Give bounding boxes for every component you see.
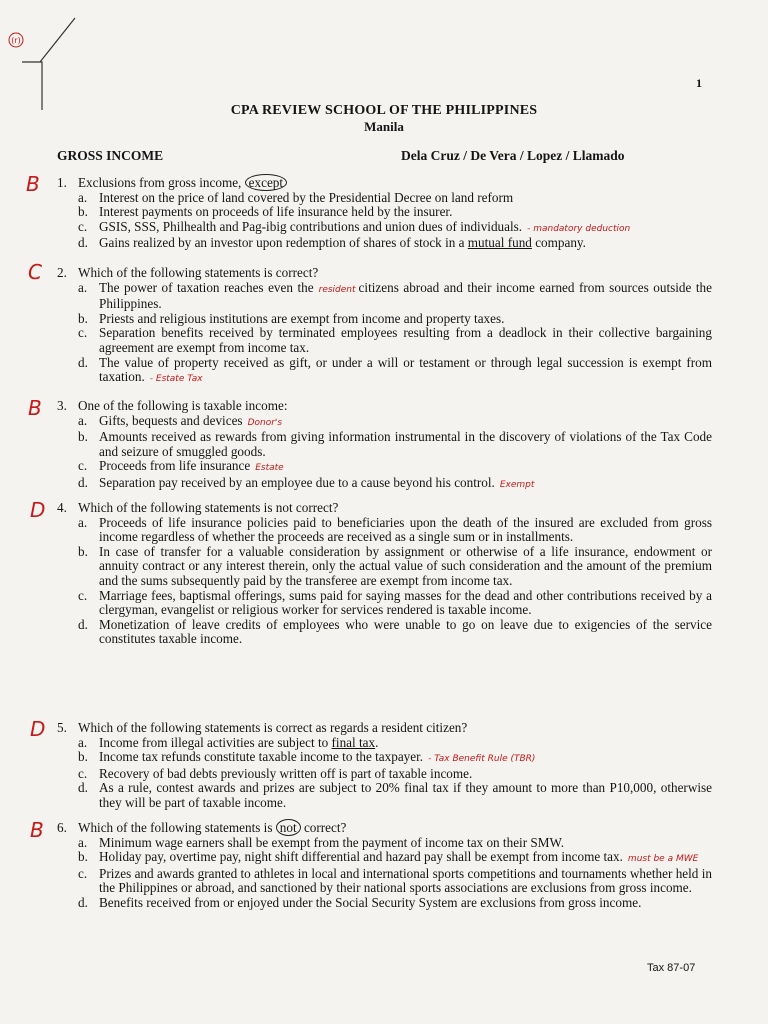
choice-letter: d. <box>78 235 88 251</box>
question-stem <box>0 501 768 516</box>
handwritten-note: Exempt <box>499 479 535 490</box>
stem-text: Which of the following statements is correct? <box>78 265 319 280</box>
choice-letter: b. <box>78 543 88 559</box>
choice-letter: c. <box>78 765 88 781</box>
handwritten-note: Estate <box>255 463 284 474</box>
choice-text: The power of taxation reaches even the <box>99 279 314 295</box>
choice-c <box>0 220 768 237</box>
question-4 <box>0 498 768 647</box>
authors-line: Dela Cruz / De Vera / Lopez / Llamado <box>401 148 625 163</box>
question-number: 5. <box>57 720 67 735</box>
stem-circled-word: except <box>245 174 287 191</box>
choice-letter: a. <box>78 189 88 205</box>
choice-d <box>0 236 768 251</box>
answer-mark: B <box>26 172 40 196</box>
school-city: Manila <box>364 119 404 134</box>
question-number: 1. <box>57 175 67 190</box>
choice-b <box>0 312 768 327</box>
choice-text: Priests and religious institutions are exempt from income and property taxes. <box>99 310 505 326</box>
question-number: 2. <box>57 265 67 280</box>
page-number: 1 <box>696 76 702 90</box>
question-stem <box>0 821 768 836</box>
stem-text: Which of the following statements is not correct? <box>78 500 339 515</box>
question-2 <box>0 260 768 387</box>
choice-letter: a. <box>78 514 88 530</box>
stem-text: One of the following is taxable income: <box>78 398 288 413</box>
choice-text: Interest payments on proceeds of life insurance held by the insurer. <box>99 204 453 220</box>
choice-text: Proceeds from life insurance <box>99 458 251 474</box>
stem-circled-word: not <box>276 819 301 836</box>
answer-mark: B <box>28 396 42 420</box>
question-stem <box>0 176 768 191</box>
question-number: 4. <box>57 500 67 515</box>
choice-b <box>0 430 768 459</box>
choice-c <box>0 867 768 896</box>
choice-letter: b. <box>78 749 88 765</box>
handwritten-note: - mandatory deduction <box>527 223 631 234</box>
choice-letter: c. <box>78 587 88 603</box>
choice-a <box>0 281 768 312</box>
choice-letter: c. <box>78 325 88 341</box>
choice-letter: b. <box>78 310 88 326</box>
choice-letter: a. <box>78 412 88 428</box>
handwritten-note: - Estate Tax <box>149 374 203 385</box>
choice-letter: d. <box>78 780 88 796</box>
choice-letter: c. <box>78 458 88 474</box>
choice-text-after: citizens abroad and their income earned from sources outside the Philippines. <box>99 279 712 312</box>
question-5 <box>0 717 768 811</box>
choice-text: Gifts, bequests and devices <box>99 412 243 428</box>
handwritten-note: must be a MWE <box>627 854 699 865</box>
handwritten-note: resident <box>318 284 356 295</box>
choice-b <box>0 850 768 867</box>
choice-text: In case of transfer for a valuable consideration by assignment or otherwise of a life insurance, endowment or annuity contract or any interest therein, only the actual value of such consideration and the amount of the premium and the sums subsequently paid by the transferee are exempt from income tax. <box>99 543 712 588</box>
underlined-phrase: mutual fund <box>467 235 532 251</box>
choice-text: Proceeds of life insurance policies paid to beneficiaries upon the death of the insured are excluded from gross income regardless of whether the proceeds are received as a single sum or in installments. <box>99 514 712 545</box>
choice-d <box>0 356 768 387</box>
choice-text: Gains realized by an investor upon redemption of shares of stock in a <box>99 235 465 251</box>
choice-letter: c. <box>78 865 88 881</box>
handwritten-note: - Tax Benefit Rule (TBR) <box>428 754 536 765</box>
choice-text: Monetization of leave credits of employees who were unable to go on leave due to exigencies of the service constitutes taxable income. <box>99 616 712 647</box>
choice-b <box>0 205 768 220</box>
choice-text: Income tax refunds constitute taxable income to the taxpayer. <box>99 749 424 765</box>
choice-letter: d. <box>78 474 88 490</box>
choice-letter: d. <box>78 616 88 632</box>
choice-letter: a. <box>78 279 88 295</box>
choice-text: Prizes and awards granted to athletes in local and international sports competitions and tournaments whether held in the Philippines or abroad, and sanctioned by their national sports associations are exclusions from gross income. <box>99 865 712 896</box>
stem-text: Exclusions from gross income, <box>78 175 242 190</box>
stem-text: Which of the following statements is <box>78 820 273 835</box>
choice-text: Separation benefits received by terminated employees resulting from a deadlock in their collective bargaining agreement are exempt from income tax. <box>99 325 712 355</box>
choice-letter: a. <box>78 834 88 850</box>
choice-c <box>0 589 768 618</box>
choice-a <box>0 414 768 431</box>
choice-c <box>0 326 768 355</box>
answer-mark: D <box>30 717 46 741</box>
page-footer: Tax 87-07 <box>647 962 696 974</box>
choice-text: GSIS, SSS, Philhealth and Pag-ibig contributions and union dues of individuals. <box>99 218 523 234</box>
choice-letter: c. <box>78 218 88 234</box>
choice-d <box>0 896 768 911</box>
choice-a <box>0 736 768 751</box>
question-stem <box>0 266 768 281</box>
choice-d <box>0 781 768 810</box>
choice-letter: b. <box>78 204 88 220</box>
answer-mark: C <box>28 260 42 284</box>
stem-text-after: correct? <box>303 820 347 835</box>
choice-c <box>0 767 768 782</box>
choice-b <box>0 545 768 589</box>
choice-text: Interest on the price of land covered by the Presidential Decree on land reform <box>99 189 514 205</box>
underlined-phrase: final tax <box>331 734 376 750</box>
choice-a <box>0 836 768 851</box>
choice-a <box>0 516 768 545</box>
choice-b <box>0 750 768 767</box>
choice-a <box>0 191 768 206</box>
choice-text: Recovery of bad debts previously written off is part of taxable income. <box>99 765 473 781</box>
choice-text: Income from illegal activities are subject to <box>99 734 329 750</box>
choice-letter: b. <box>78 849 88 865</box>
corner-mark-text: (r) <box>11 36 21 45</box>
choice-text: The value of property received as gift, or under a will or testament or through legal succession is exempt from taxation. <box>99 354 712 385</box>
answer-mark: D <box>30 498 46 522</box>
answer-mark: B <box>30 818 44 842</box>
question-number: 3. <box>57 398 67 413</box>
choice-text: As a rule, contest awards and prizes are subject to 20% final tax if they amount to more than P10,000, otherwise they will be part of taxable income. <box>99 780 712 810</box>
choice-text: Marriage fees, baptismal offerings, sums paid for saying masses for the dead and other contributions received by a clergyman, evangelist or religious worker for services rendered is taxable income. <box>99 587 712 618</box>
choice-d <box>0 476 768 493</box>
question-stem <box>0 399 768 414</box>
choice-d <box>0 618 768 647</box>
stem-text: Which of the following statements is correct as regards a resident citizen? <box>78 720 468 735</box>
choice-text: Benefits received from or enjoyed under the Social Security System are exclusions from gross income. <box>99 894 642 910</box>
choice-letter: d. <box>78 354 88 370</box>
choice-text: Minimum wage earners shall be exempt from the payment of income tax on their SMW. <box>99 834 564 850</box>
question-1 <box>0 172 768 251</box>
question-stem <box>0 721 768 736</box>
topic-heading: GROSS INCOME <box>57 148 164 163</box>
choice-c <box>0 459 768 476</box>
corner-handwritten-mark <box>0 0 90 120</box>
question-number: 6. <box>57 820 67 835</box>
handwritten-note: Donor's <box>247 417 283 428</box>
choice-text: Holiday pay, overtime pay, night shift differential and hazard pay shall be exempt from income tax. <box>99 849 623 865</box>
choice-letter: d. <box>78 894 88 910</box>
choice-letter: a. <box>78 734 88 750</box>
question-3 <box>0 396 768 493</box>
choice-text: Amounts received as rewards from giving information instrumental in the discovery of violations of the Tax Code and seizure of smuggled goods. <box>99 429 712 459</box>
choice-text: Separation pay received by an employee due to a cause beyond his control. <box>99 474 495 490</box>
school-title: CPA REVIEW SCHOOL OF THE PHILIPPINES <box>230 103 538 118</box>
choice-letter: b. <box>78 429 88 445</box>
choice-text-after: company. <box>535 235 586 251</box>
question-6 <box>0 818 768 911</box>
choice-text-after: . <box>375 734 379 750</box>
